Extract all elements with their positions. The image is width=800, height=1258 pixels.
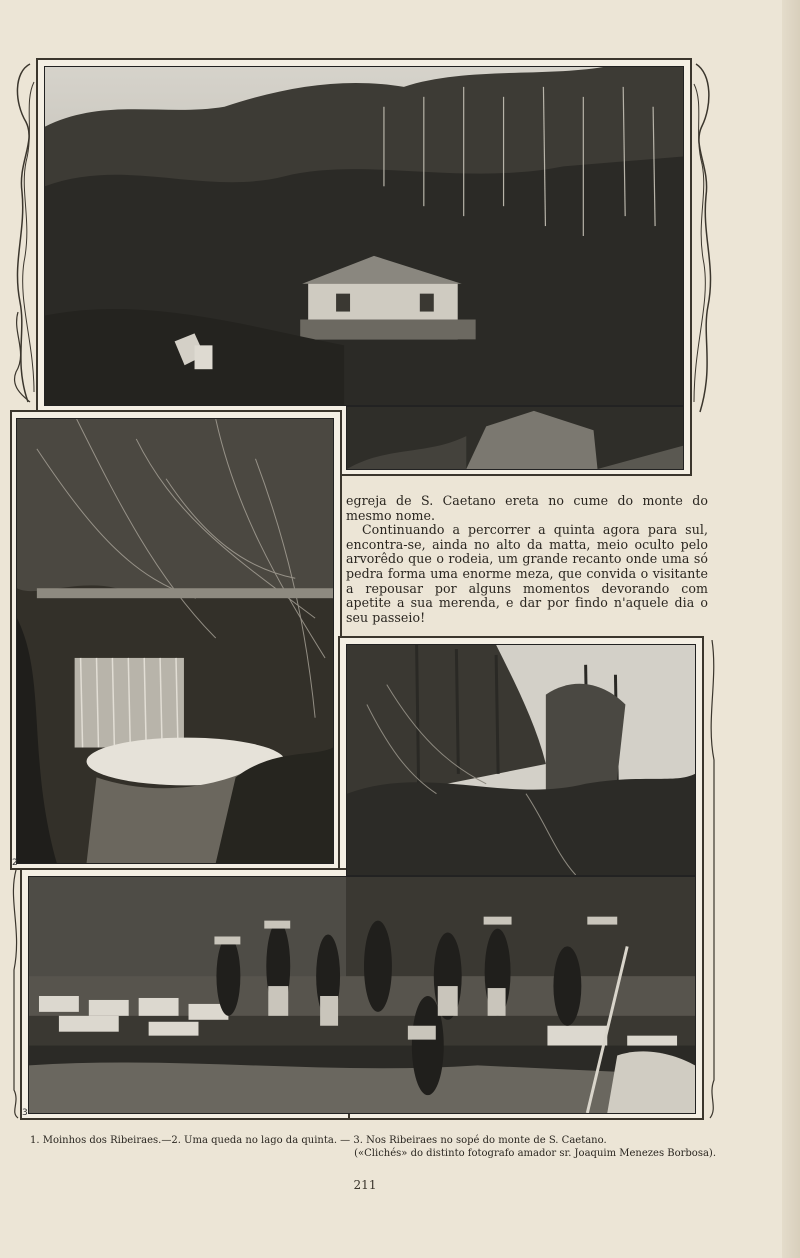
right-lower-ornament [702, 640, 722, 1120]
photo-waterfall [16, 418, 334, 864]
page-spine-shadow [782, 0, 800, 1258]
photo-washerwomen [28, 876, 696, 1114]
article-text [346, 494, 708, 625]
photo-number-2: 2 [12, 858, 18, 868]
article-paragraph-1: egreja de S. Caetano ereta no cume do monte do mesmo nome. [346, 493, 708, 523]
caption-line-2: («Clichés» do distinto fotografo amador sr. Joaquim Menezes Borbosa). [354, 1148, 716, 1159]
photo-number-3: 3 [22, 1108, 28, 1118]
photo-mills [44, 66, 684, 406]
photo-riverside-hill [346, 644, 696, 876]
page-number: 211 [353, 1178, 377, 1192]
figure-caption [30, 1134, 720, 1160]
photo-mills-lower [346, 406, 684, 470]
caption-line-1: 1. Moinhos dos Ribeiraes.—2. Uma queda no lago da quinta. — 3. Nos Ribeiraes no sopé do monte de S. Caetano. [30, 1135, 607, 1146]
article-paragraph-2: Continuando a percorrer a quinta agora para sul, encontra-se, ainda no alto da matta, meio oculto pelo arvorêdo que o rodeia, um grande recanto onde uma só pedra forma uma enorme meza, que convida o visitante a repousar por alguns momentos devorando com apetite a sua merenda, e dar por findo n'aquele dia o seu passeio! [346, 522, 708, 625]
right-ornament [688, 62, 720, 422]
